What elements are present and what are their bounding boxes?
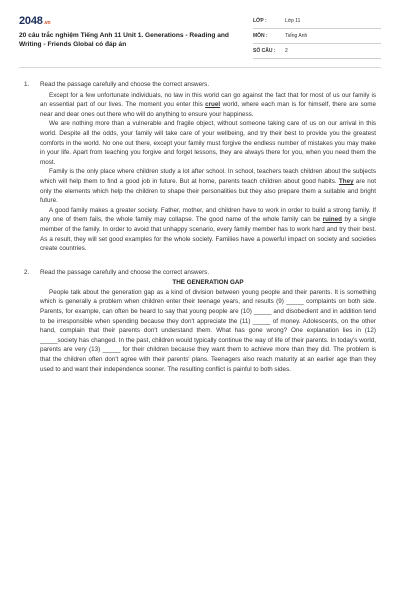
header-divider <box>19 67 381 68</box>
document-title: 20 câu trắc nghiệm Tiếng Anh 11 Unit 1. Generations - Reading and Writing - Friends Global có đáp án <box>19 32 229 48</box>
meta-key: SỐ CÂU : <box>253 48 276 54</box>
highlighted-word: cruel <box>205 101 221 109</box>
meta-key: MÔN : <box>253 33 268 39</box>
question-1 <box>24 80 376 254</box>
question-instruction: Read the passage carefully and choose the correct answers. <box>40 81 210 88</box>
question-number: 2. <box>24 268 30 276</box>
question-2 <box>24 268 376 375</box>
passage-paragraph: A good family makes a greater society. Father, mother, and children have to work in order to build a strong family. If any one of them fails, the whole family may collapse. The good name of the whole family can be ruined by a single member of the family. In order to avoid that unhappy scenario, every family member has to work hard and try their best. As a result, they will set good examples for the whole society. Families have a powerful impact on society and societies create countries. <box>40 206 376 253</box>
site-logo[interactable] <box>19 15 50 27</box>
question-number: 1. <box>24 81 30 88</box>
meta-value: Lớp 11 <box>285 18 301 24</box>
passage-paragraph: We are nothing more than a vulnerable and fragile object, without someone taking care of us on our arrival in this world. Despite all the odds, your family will take care of your wellbeing, and try their best to provide you the greatest comforts in the world. No one out there, except your family must forgive the endless number of mistakes you may make in your life. Apart from teaching you forgive and forget lessons, they are always there for you, when you need them the most. <box>40 120 376 166</box>
meta-row-class <box>253 16 381 29</box>
highlighted-word: They <box>338 177 354 185</box>
questions-content <box>24 80 376 388</box>
meta-value: Tiếng Anh <box>285 33 308 39</box>
passage-title: THE GENERATION GAP <box>172 279 244 287</box>
passage-paragraph: People talk about the generation gap as a kind of division between young people and their parents. It is something which is generally a problem when children enter their teenage years, and results (9) _____ complaints on both side. Parents, for example, can often be heard to say that young people are (10) _____ and disobedient and in addition tend to be irresponsible when spending because they don't appreciate the (11) _____ of money. Adolescents, on the other hand, complain that their parents don't understand them. What has gone wrong? One explanation lies in (12) _____society has changed. In the past, children would typically continue the way of life of their parents. In today's world, parents are very (13) _____ for their children because they want them to achieve more than they did. The problem is that the children often don't agree with their parents' plans. Teenagers also reach maturity at an earlier age than they used to and want their independence sooner. The resulting conflict is painful to both sides. <box>40 288 376 373</box>
meta-key: LỚP : <box>253 18 267 24</box>
logo-main: 2048 <box>19 15 43 27</box>
meta-row-subject <box>253 31 381 44</box>
question-instruction: Read the passage carefully and choose the correct answers. <box>40 268 210 276</box>
page-header <box>0 0 400 64</box>
meta-info <box>253 16 381 61</box>
meta-row-count <box>253 46 381 59</box>
passage-paragraph: Family is the only place where children study a lot after school. In school, teachers teach children about the subjects which will help them to find a good job in future. But at home, parents teach children about good habits. They are not only the elements which help the children to shape their personalities but they also prepare them a suitable and bright future. <box>40 168 376 205</box>
meta-value: 2 <box>285 48 288 54</box>
passage-paragraph: Except for a few unfortunate individuals, no law in this world can go against the fact that for most of us our family is an essential part of our lives. The moment you enter this cruel world, where each man is for himself, there are some near and dear ones out there who will do anything to ensure your happiness. <box>40 91 376 118</box>
logo-suffix: .vn <box>43 20 51 26</box>
highlighted-word: ruined <box>322 216 342 224</box>
